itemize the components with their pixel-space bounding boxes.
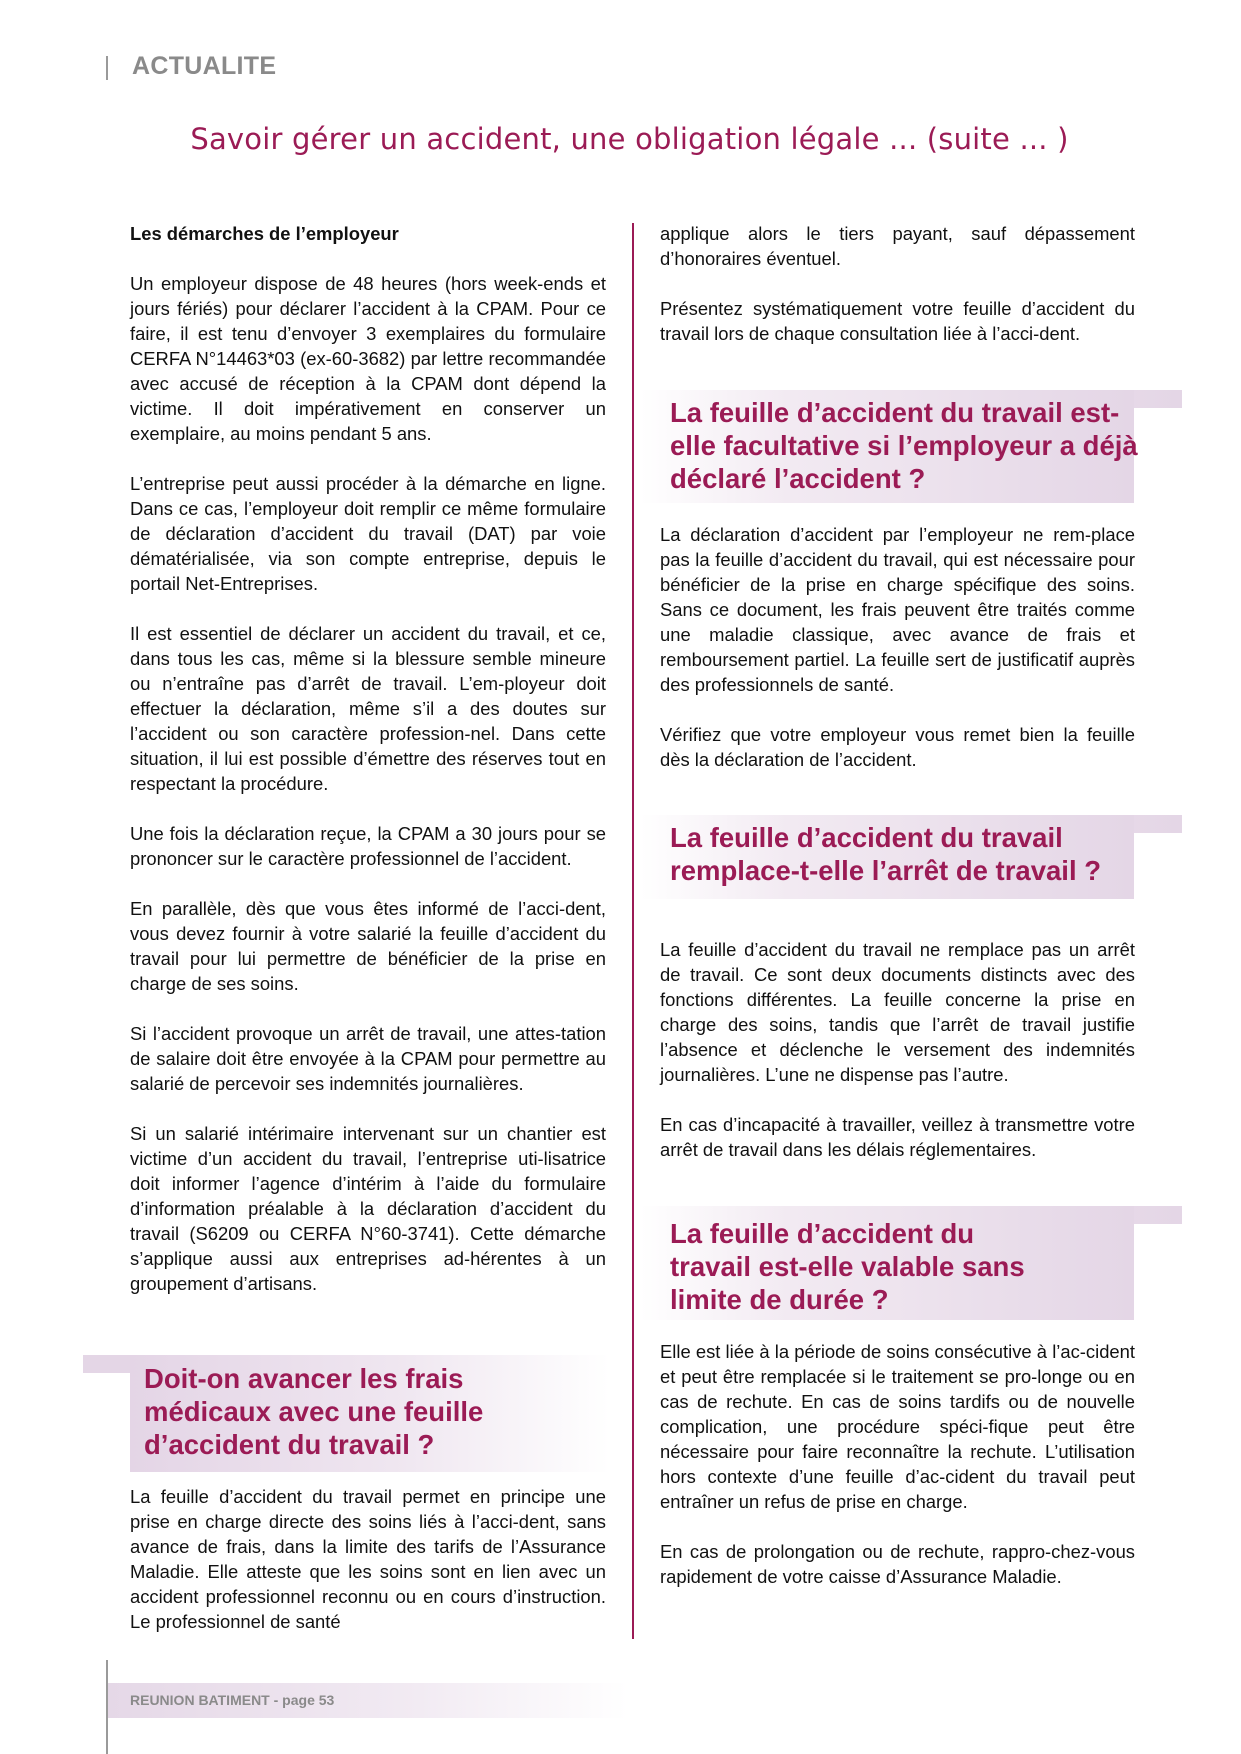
paragraph: En parallèle, dès que vous êtes informé de l’acci-dent, vous devez fournir à votre salarié la feuille d’accident du travail pour lui permettre de bénéficier de la prise en charge de ses soins. <box>130 898 606 994</box>
paragraph: Une fois la déclaration reçue, la CPAM a 30 jours pour se prononcer sur le caractère professionnel de l’accident. <box>130 823 606 869</box>
paragraph: La feuille d’accident du travail ne remplace pas un arrêt de travail. Ce sont deux documents distincts avec des fonctions différentes. La feuille concerne la prise en charge des soins, tandis que l’arrêt de travail justifie l’absence et déclenche le versement des indemnités journalières. L’une ne dispense pas l’autre. <box>660 939 1135 1085</box>
paragraph: La déclaration d’accident par l’employeur ne rem-place pas la feuille d’accident du travail, qui est nécessaire pour bénéficier de la prise en charge spécifique des soins. Sans ce document, les frais peuvent être traités comme une maladie classique, avec avance de frais et remboursement partiel. La feuille sert de justificatif auprès des professionnels de santé. <box>660 524 1135 695</box>
right-column-continuation <box>660 221 1135 371</box>
paragraph: L’entreprise peut aussi procéder à la démarche en ligne. Dans ce cas, l’employeur doit remplir ce même formulaire de déclaration d’accident du travail (DAT) par voie dématérialisée, via son compte entreprise, depuis le portail Net-Entreprises. <box>130 473 606 594</box>
right-section-2-text <box>660 937 1135 1187</box>
paragraph: Vérifiez que votre employeur vous remet bien la feuille dès la déclaration de l’accident. <box>660 724 1135 770</box>
section-label: ACTUALITE <box>132 52 277 80</box>
paragraph: Un employeur dispose de 48 heures (hors week-ends et jours fériés) pour déclarer l’accident à la CPAM. Pour ce faire, il est tenu d’envoyer 3 exemplaires du formulaire CERFA N°14463*03 (ex-60-3682) par lettre recommandée avec accusé de réception à la CPAM dont dépend la victime. Il doit impérativement en conserver un exemplaire, au moins pendant 5 ans. <box>130 273 606 444</box>
question-heading: La feuille d’accident du travail remplace-t-elle l’arrêt de travail ? <box>670 822 1102 886</box>
page-footer: REUNION BATIMENT - page 53 <box>130 1692 335 1708</box>
paragraph: En cas d’incapacité à travailler, veillez à transmettre votre arrêt de travail dans les délais réglementaires. <box>660 1114 1135 1160</box>
paragraph: Si l’accident provoque un arrêt de travail, une attes-tation de salaire doit être envoyée à la CPAM pour permettre au salarié de percevoir ses indemnités journalières. <box>130 1023 606 1094</box>
paragraph: applique alors le tiers payant, sauf dépassement d’honoraires éventuel. <box>660 223 1135 269</box>
right-section-1-text <box>660 522 1135 797</box>
paragraph: Si un salarié intérimaire intervenant sur un chantier est victime d’un accident du travail, l’entreprise uti-lisatrice doit informer l’agence d’intérim à l’aide du formulaire d’information préalable à la déclaration d’accident du travail (S6209 ou CERFA N°60-3741). Cette démarche s’applique aussi aux entreprises ad-hérentes à un groupement d’artisans. <box>130 1123 606 1294</box>
paragraph: Elle est liée à la période de soins consécutive à l’ac-cident et peut être remplacée si le traitement se pro-longe ou en cas de rechute. En cas de soins tardifs ou de nouvelle complication, une procédure spéci-fique peut être nécessaire pour faire reconnaître la rechute. L’utilisation hors contexte d’une feuille d’ac-cident du travail peut entraîner un refus de prise en charge. <box>660 1341 1135 1512</box>
question-heading: La feuille d’accident du travail est-elle valable sans limite de durée ? <box>670 1218 1025 1315</box>
paragraph: En cas de prolongation ou de rechute, rappro-chez-vous rapidement de votre caisse d’Assurance Maladie. <box>660 1541 1135 1587</box>
paragraph: La feuille d’accident du travail permet en principe une prise en charge directe des soins liés à l’acci-dent, sans avance de frais, dans la limite des tarifs de l’Assurance Maladie. Elle atteste que les soins sont en lien avec un accident professionnel reconnu ou en cours d’instruction. Le professionnel de santé <box>130 1486 606 1632</box>
column-divider <box>632 223 634 1639</box>
left-column <box>130 221 606 1321</box>
heading-tab-strip <box>83 1355 130 1373</box>
paragraph: Il est essentiel de déclarer un accident du travail, et ce, dans tous les cas, même si la blessure semble mineure ou n’entraîne pas d’arrêt de travail. L’em-ployeur doit effectuer la déclaration, même s’il a des doutes sur l’accident ou son caractère profession-nel. Dans cette situation, il lui est possible d’émettre des réserves tout en respectant la procédure. <box>130 623 606 794</box>
right-section-3-text <box>660 1339 1135 1614</box>
subheading-employer-steps: Les démarches de l’employeur <box>130 223 399 244</box>
question-heading: Doit-on avancer les frais médicaux avec une feuille d’accident du travail ? <box>144 1363 484 1460</box>
paragraph: Présentez systématiquement votre feuille d’accident du travail lors de chaque consultation liée à l’acci-dent. <box>660 298 1135 344</box>
question-heading: La feuille d’accident du travail est-elle facultative si l’employeur a déjà déclaré l’accident ? <box>670 397 1138 494</box>
section-divider-bar <box>106 56 108 80</box>
left-column-question-text <box>130 1484 606 1659</box>
article-title: Savoir gérer un accident, une obligation légale ... (suite ... ) <box>190 122 1069 156</box>
